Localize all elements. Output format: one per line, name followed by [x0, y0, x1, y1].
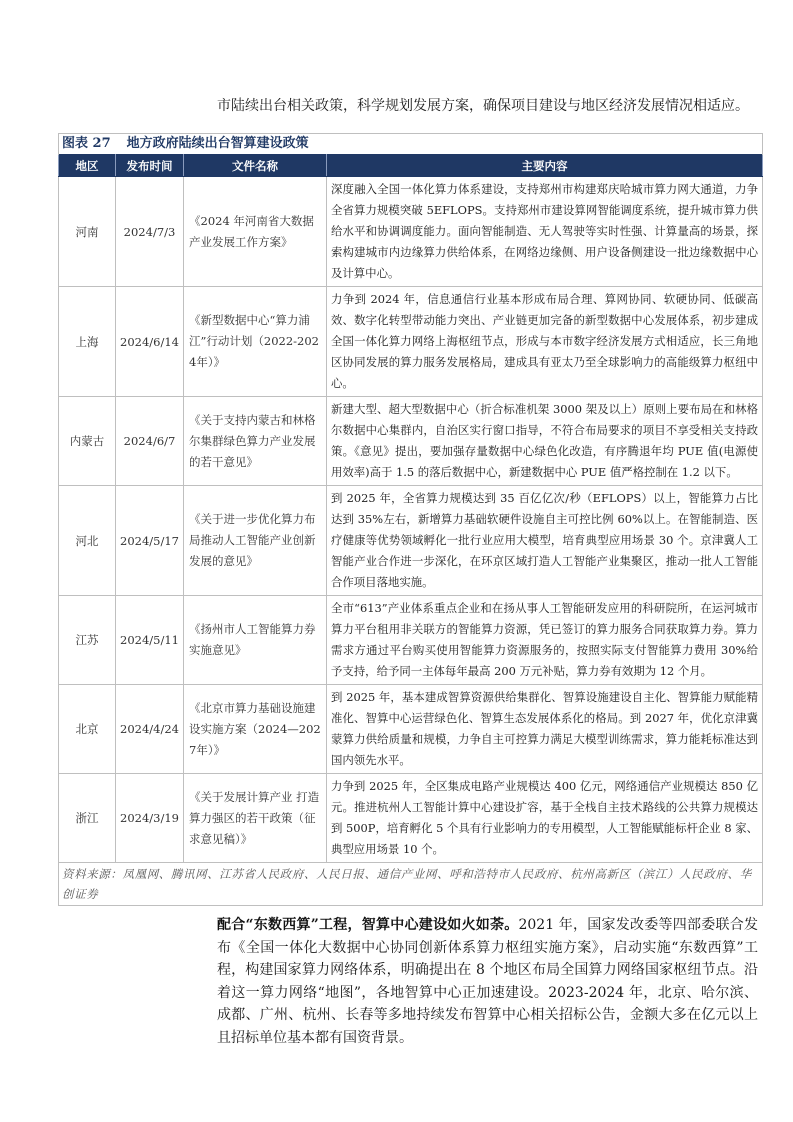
cell-document: 《新型数据中心“算力浦江”行动计划（2022-2024年）》 — [184, 287, 327, 397]
cell-region: 江苏 — [59, 596, 116, 685]
cell-region: 上海 — [59, 287, 116, 397]
cell-date: 2024/5/11 — [116, 596, 184, 685]
cell-date: 2024/6/14 — [116, 287, 184, 397]
table-row — [59, 486, 763, 596]
cell-region: 北京 — [59, 685, 116, 774]
body-paragraph — [217, 914, 758, 1049]
cell-content: 深度融入全国一体化算力体系建设，支持郑州市构建郑庆哈城市算力网大通道，力争全省算力规模突破 5EFLOPS。支持郑州市建设算网智能调度系统，提升城市算力供给水平和协调调度能力。面向智能制造、无人驾驶等实时性强、计算量高的场景，探索构建城市内边缘算力供给体系，在网络边缘侧、用户设备侧建设一批边缘数据中心及计算中心。 — [327, 177, 763, 287]
cell-document: 《北京市算力基础设施建设实施方案（2024—2027年）》 — [184, 685, 327, 774]
table-title-text: 地方政府陆续出台智算建设政策 — [126, 136, 309, 151]
cell-document: 《关于支持内蒙古和林格尔集群绿色算力产业发展的若干意见》 — [184, 397, 327, 486]
table-title-row — [59, 134, 763, 155]
table-row — [59, 685, 763, 774]
cell-region: 河南 — [59, 177, 116, 287]
paragraph-body: 2021 年，国家发改委等四部委联合发布《全国一体化大数据中心协同创新体系算力枢纽实施方案》，启动实施“东数西算”工程，构建国家算力网络体系，明确提出在 8 个地区布局全国算力网络国家枢纽节点。沿着这一算力网络“地图”，各地智算中心正加速建设。2023-2024 年，北京、哈尔滨、成都、广州、杭州、长春等多地持续发布智算中心相关招标公告，金额大多在亿元以上且招标单位基本都有国资背景。 — [217, 917, 758, 1046]
intro-text: 市陆续出台相关政策，科学规划发展方案，确保项目建设与地区经济发展情况相适应。 — [217, 98, 749, 114]
source-note: 资料来源：凤凰网、腾讯网、江苏省人民政府、人民日报、通信产业网、呼和浩特市人民政府、杭州高新区（滨江）人民政府、华创证券 — [59, 863, 763, 906]
header-region: 地区 — [59, 155, 116, 177]
cell-content: 全市“613”产业体系重点企业和在扬从事人工智能研发应用的科研院所，在运河城市算力平台租用非关联方的智能算力资源，凭已签订的算力服务合同获取算力券。算力需求方通过平台购买使用智能算力资源服务的，按照实际支付智能算力费用 30%给予支持，给予同一主体每年最高 200 万元补贴，算力券有效期为 12 个月。 — [327, 596, 763, 685]
header-row — [59, 155, 763, 177]
table-row — [59, 596, 763, 685]
paragraph-lead: 配合“东数西算”工程，智算中心建设如火如荼。 — [217, 917, 519, 933]
cell-date: 2024/5/17 — [116, 486, 184, 596]
source-row — [59, 863, 763, 906]
cell-date: 2024/6/7 — [116, 397, 184, 486]
cell-date: 2024/3/19 — [116, 774, 184, 863]
table-row — [59, 774, 763, 863]
cell-date: 2024/4/24 — [116, 685, 184, 774]
cell-content: 力争到 2025 年，全区集成电路产业规模达 400 亿元，网络通信产业规模达 850 亿元。推进杭州人工智能计算中心建设扩容，基于全栈自主技术路线的公共算力规模达到 500P，培育孵化 5 个具有行业影响力的专用模型，人工智能赋能标杆企业 8 家、典型应用场景 10 个。 — [327, 774, 763, 863]
header-content: 主要内容 — [327, 155, 763, 177]
header-document: 文件名称 — [184, 155, 327, 177]
cell-region: 河北 — [59, 486, 116, 596]
cell-document: 《扬州市人工智能算力券实施意见》 — [184, 596, 327, 685]
cell-content: 力争到 2024 年，信息通信行业基本形成布局合理、算网协同、软硬协同、低碳高效、数字化转型带动能力突出、产业链更加完备的新型数据中心发展体系，初步建成全国一体化算力网络上海枢纽节点，形成与本市数字经济发展方式相适应，长三角地区协同发展的算力服务发展格局，建成具有亚太乃至全球影响力的高能级算力枢纽中心。 — [327, 287, 763, 397]
cell-content: 到 2025 年，基本建成智算资源供给集群化、智算设施建设自主化、智算能力赋能精准化、智算中心运营绿色化、智算生态发展体系化的格局。到 2027 年，优化京津冀蒙算力供给质量和规模，力争自主可控算力满足大模型训练需求，算力能耗标准达到国内领先水平。 — [327, 685, 763, 774]
cell-document: 《2024 年河南省大数据产业发展工作方案》 — [184, 177, 327, 287]
cell-date: 2024/7/3 — [116, 177, 184, 287]
cell-content: 新建大型、超大型数据中心（折合标准机架 3000 架及以上）原则上要布局在和林格尔数据中心集群内，自治区实行窗口指导，不符合布局要求的项目不享受相关支持政策。《意见》提出，要加强存量数据中心绿色化改造，有序腾退年均 PUE 值(电源使用效率)高于 1.5 的落后数据中心，新建数据中心 PUE 值严格控制在 1.2 以下。 — [327, 397, 763, 486]
policy-table — [58, 133, 763, 906]
cell-document: 《关于发展计算产业 打造算力强区的若干政策（征求意见稿）》 — [184, 774, 327, 863]
table-row — [59, 287, 763, 397]
cell-document: 《关于进一步优化算力布局推动人工智能产业创新发展的意见》 — [184, 486, 327, 596]
cell-content: 到 2025 年，全省算力规模达到 35 百亿亿次/秒（EFLOPS）以上，智能算力占比达到 35%左右，新增算力基础软硬件设施自主可控比例 60%以上。在智能制造、医疗健康等优势领域孵化一批行业应用大模型，培育典型应用场景 30 个。京津冀人工智能产业合作进一步深化，在环京区域打造人工智能产业集聚区，推动一批人工智能合作项目落地实施。 — [327, 486, 763, 596]
header-date: 发布时间 — [116, 155, 184, 177]
table-title — [59, 134, 763, 155]
table-row — [59, 397, 763, 486]
cell-region: 浙江 — [59, 774, 116, 863]
table-row — [59, 177, 763, 287]
cell-region: 内蒙古 — [59, 397, 116, 486]
table-title-label: 图表 27 — [62, 136, 111, 151]
